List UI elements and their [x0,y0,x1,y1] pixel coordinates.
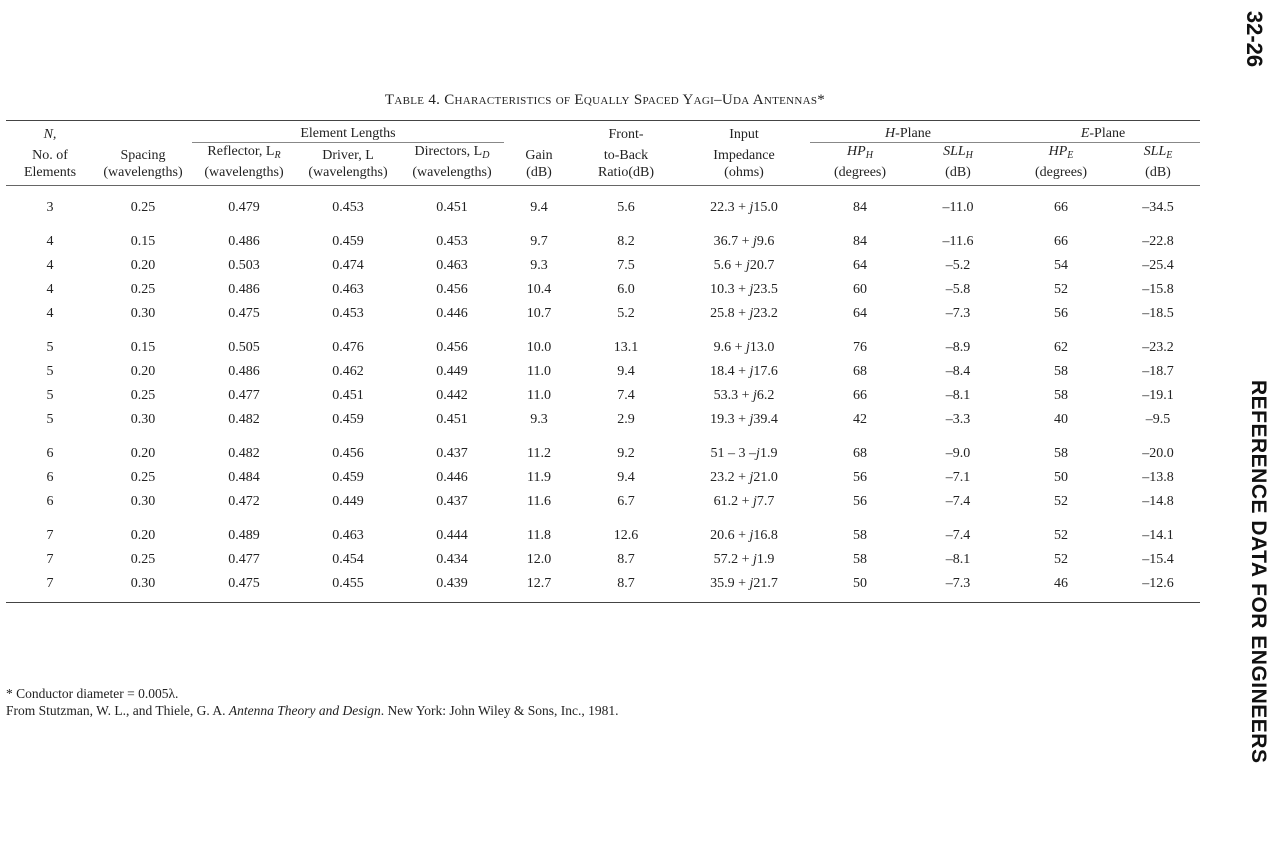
cell-n: 6 [46,494,54,509]
cell-hp-h: 56 [853,494,867,509]
cell-impedance: 35.9 + j21.7 [678,572,810,603]
page-number: 32-26 [1242,10,1267,68]
header-imp-1: Input [678,121,810,143]
cell-gain: 9.3 [530,412,548,427]
cell-reflector: 0.482 [228,412,260,427]
header-hp-e: $HP_E$ [1048,144,1074,161]
table-caption: Characteristics of Equally Spaced Yagi–Uda Antennas* [444,92,826,108]
cell-impedance: 25.8 + j23.2 [710,306,778,321]
cell-sll-h: –5.2 [945,258,971,273]
table-row [6,514,1200,548]
cell-spacing: 0.30 [94,572,192,603]
header-element-lengths: Element Lengths [192,121,504,143]
cell-driver: 0.459 [332,412,364,427]
footnote-conductor: * Conductor diameter = 0.005λ. [6,686,179,701]
cell-impedance: 18.4 + j17.6 [710,364,778,379]
cell-sll-e: –18.5 [1142,306,1174,321]
header-n-sub2: Elements [6,164,94,186]
cell-ftb: 6.0 [617,282,635,297]
header-ftb-3: Ratio(dB) [574,164,678,186]
cell-gain: 11.8 [527,528,551,543]
cell-sll-e: –25.4 [1142,258,1174,273]
cell-n: 7 [6,572,94,603]
cell-sll-h: –8.1 [945,552,971,567]
cell-sll-e: –15.8 [1142,282,1174,297]
cell-driver: 0.474 [332,258,364,273]
cell-ftb: 5.6 [617,200,635,215]
cell-hp-e: 56 [1054,306,1068,321]
cell-spacing: 0.20 [130,528,156,543]
cell-directors: 0.453 [436,234,468,249]
cell-hp-h: 64 [853,306,867,321]
cell-impedance: 22.3 + j15.0 [710,200,778,215]
table-row [6,490,1200,514]
footnote-source: From Stutzman, W. L., and Thiele, G. A. Antenna Theory and Design. New York: John Wiley & Sons, Inc., 1981. [6,703,619,718]
cell-hp-e: 52 [1054,552,1068,567]
cell-hp-h: 76 [853,340,867,355]
header-directors: Directors, $L_D$ [414,144,490,161]
cell-ftb: 9.4 [617,470,635,485]
cell-sll-h: –5.8 [945,282,971,297]
cell-driver: 0.462 [332,364,364,379]
cell-hp-e: 58 [1054,388,1068,403]
cell-sll-h: –7.3 [945,306,971,321]
cell-sll-h: –11.6 [942,234,974,249]
cell-hp-e: 40 [1054,412,1068,427]
cell-hp-h: 68 [853,446,867,461]
cell-directors: 0.439 [400,572,504,603]
cell-spacing: 0.15 [130,234,156,249]
table-number: Table 4. [384,92,445,108]
header-h-plane: H-Plane [810,121,1006,143]
cell-impedance: 5.6 + j20.7 [713,258,775,273]
cell-hp-e: 58 [1054,364,1068,379]
cell-sll-h: –9.0 [945,446,971,461]
cell-directors: 0.446 [436,470,468,485]
header-directors-unit: (wavelengths) [400,164,504,186]
cell-spacing: 0.25 [130,388,156,403]
cell-ftb: 12.6 [613,528,639,543]
cell-hp-e: 66 [1054,200,1068,215]
cell-impedance: 23.2 + j21.0 [710,470,778,485]
table-row [6,360,1200,384]
cell-sll-h: –8.4 [945,364,971,379]
cell-driver: 0.463 [332,282,364,297]
cell-gain: 11.6 [527,494,551,509]
table-row [6,186,1200,221]
cell-reflector: 0.505 [228,340,260,355]
cell-n: 7 [46,528,54,543]
cell-spacing: 0.25 [130,470,156,485]
cell-n: 6 [46,470,54,485]
cell-driver: 0.476 [332,340,364,355]
cell-directors: 0.442 [436,388,468,403]
cell-hp-e: 52 [1054,282,1068,297]
header-reflector-unit: (wavelengths) [192,164,296,186]
cell-sll-h: –11.0 [942,200,974,215]
header-sll-e: $SLL_E$ [1143,144,1173,161]
cell-gain: 10.7 [526,306,552,321]
cell-gain: 11.0 [527,364,551,379]
cell-n: 4 [46,234,54,249]
header-imp-2: Impedance [713,148,775,163]
cell-gain: 10.0 [526,340,552,355]
cell-directors: 0.451 [436,412,468,427]
cell-gain: 11.9 [527,470,551,485]
cell-sll-e: –12.6 [1116,572,1200,603]
cell-reflector: 0.484 [228,470,260,485]
table-row [6,326,1200,360]
header-row-2 [6,143,1200,165]
cell-sll-e: –9.5 [1145,412,1171,427]
cell-hp-e: 50 [1054,470,1068,485]
cell-reflector: 0.477 [228,388,260,403]
cell-sll-e: –18.7 [1142,364,1174,379]
cell-hp-e: 52 [1054,494,1068,509]
cell-reflector: 0.475 [228,306,260,321]
cell-hp-h: 66 [853,388,867,403]
cell-hp-h: 64 [853,258,867,273]
cell-reflector: 0.475 [192,572,296,603]
cell-n: 5 [46,340,54,355]
cell-impedance: 10.3 + j23.5 [710,282,778,297]
cell-n: 7 [46,552,54,567]
cell-sll-h: –8.9 [945,340,971,355]
header-hp-h: $HP_H$ [847,144,873,161]
cell-spacing: 0.25 [130,282,156,297]
cell-reflector: 0.486 [228,282,260,297]
cell-sll-e: –13.8 [1142,470,1174,485]
cell-sll-h: –8.1 [945,388,971,403]
cell-ftb: 7.4 [617,388,635,403]
cell-directors: 0.456 [436,340,468,355]
cell-ftb: 5.2 [617,306,635,321]
cell-hp-e: 58 [1054,446,1068,461]
cell-driver: 0.454 [332,552,364,567]
cell-gain: 9.3 [530,258,548,273]
cell-reflector: 0.486 [228,234,260,249]
cell-impedance: 36.7 + j9.6 [713,234,775,249]
cell-reflector: 0.482 [228,446,260,461]
cell-hp-e: 52 [1054,528,1068,543]
cell-sll-e: –14.1 [1142,528,1174,543]
table-row [6,302,1200,326]
cell-directors: 0.451 [436,200,468,215]
table-body [6,186,1200,603]
cell-n: 6 [46,446,54,461]
cell-driver: 0.451 [332,388,364,403]
cell-directors: 0.437 [436,494,468,509]
header-imp-3: (ohms) [678,164,810,186]
cell-hp-h: 84 [853,234,867,249]
cell-n: 4 [46,258,54,273]
cell-sll-e: –15.4 [1142,552,1174,567]
cell-directors: 0.437 [436,446,468,461]
cell-driver: 0.453 [332,306,364,321]
cell-driver: 0.456 [332,446,364,461]
cell-reflector: 0.503 [228,258,260,273]
cell-gain: 12.7 [504,572,574,603]
cell-gain: 12.0 [526,552,552,567]
cell-directors: 0.444 [436,528,468,543]
cell-reflector: 0.479 [228,200,260,215]
cell-hp-h: 68 [853,364,867,379]
cell-spacing: 0.15 [130,340,156,355]
cell-ftb: 7.5 [617,258,635,273]
cell-spacing: 0.30 [130,412,156,427]
cell-hp-e: 46 [1006,572,1116,603]
cell-directors: 0.463 [436,258,468,273]
cell-ftb: 8.7 [574,572,678,603]
cell-reflector: 0.472 [228,494,260,509]
cell-hp-e: 62 [1054,340,1068,355]
header-spacing-unit: (wavelengths) [94,164,192,186]
cell-impedance: 19.3 + j39.4 [710,412,778,427]
cell-hp-h: 58 [853,552,867,567]
header-sll-e-unit: (dB) [1116,164,1200,186]
cell-sll-e: –22.8 [1142,234,1174,249]
cell-n: 5 [46,364,54,379]
table-row [6,548,1200,572]
cell-hp-h: 84 [853,200,867,215]
cell-impedance: 20.6 + j16.8 [710,528,778,543]
cell-n: 4 [46,306,54,321]
table-row [6,278,1200,302]
header-hp-e-unit: (degrees) [1006,164,1116,186]
cell-hp-e: 54 [1054,258,1068,273]
cell-driver: 0.459 [332,234,364,249]
table-row [6,220,1200,254]
cell-ftb: 6.7 [617,494,635,509]
cell-directors: 0.434 [436,552,468,567]
cell-n: 4 [46,282,54,297]
header-driver: Driver, L [322,148,374,163]
cell-n: 5 [46,388,54,403]
header-n: N, [6,121,94,143]
cell-ftb: 8.7 [617,552,635,567]
table-row [6,408,1200,432]
cell-spacing: 0.25 [130,552,156,567]
cell-impedance: 51 – 3 –j1.9 [710,446,778,461]
cell-directors: 0.456 [436,282,468,297]
cell-sll-h: –3.3 [945,412,971,427]
cell-ftb: 13.1 [613,340,639,355]
cell-ftb: 9.4 [617,364,635,379]
header-driver-unit: (wavelengths) [296,164,400,186]
header-sll-h-unit: (dB) [910,164,1006,186]
cell-sll-e: –14.8 [1142,494,1174,509]
cell-ftb: 2.9 [617,412,635,427]
cell-directors: 0.446 [436,306,468,321]
header-row-1 [6,121,1200,143]
cell-driver: 0.449 [332,494,364,509]
header-hp-h-unit: (degrees) [810,164,910,186]
cell-spacing: 0.20 [130,446,156,461]
cell-ftb: 9.2 [617,446,635,461]
cell-gain: 11.2 [527,446,551,461]
cell-spacing: 0.30 [130,306,156,321]
cell-driver: 0.455 [296,572,400,603]
cell-directors: 0.449 [436,364,468,379]
header-ftb-2: to-Back [603,148,649,163]
table-row [6,466,1200,490]
cell-gain: 11.0 [527,388,551,403]
header-row-3 [6,164,1200,186]
cell-reflector: 0.489 [228,528,260,543]
cell-sll-h: –7.3 [910,572,1006,603]
cell-impedance: 53.3 + j6.2 [713,388,775,403]
cell-sll-h: –7.4 [945,494,971,509]
cell-hp-h: 42 [853,412,867,427]
header-ftb-1: Front- [574,121,678,143]
cell-driver: 0.459 [332,470,364,485]
cell-sll-e: –23.2 [1142,340,1174,355]
header-gain-unit: (dB) [504,164,574,186]
cell-sll-h: –7.1 [945,470,971,485]
running-head: REFERENCE DATA FOR ENGINEERS [1247,380,1270,764]
cell-sll-e: –20.0 [1142,446,1174,461]
cell-sll-h: –7.4 [945,528,971,543]
table-title [0,92,1210,109]
header-n-sub1: No. of [32,148,68,163]
cell-gain: 9.4 [530,200,548,215]
header-reflector: Reflector, $L_R$ [207,144,281,161]
header-gain: Gain [525,148,553,163]
table-row [6,254,1200,278]
cell-driver: 0.453 [332,200,364,215]
header-spacing: Spacing [120,148,166,163]
yagi-uda-table [6,120,1200,603]
cell-impedance: 9.6 + j13.0 [713,340,775,355]
cell-hp-h: 50 [810,572,910,603]
cell-spacing: 0.20 [130,364,156,379]
cell-impedance: 57.2 + j1.9 [713,552,775,567]
cell-driver: 0.463 [332,528,364,543]
cell-reflector: 0.486 [228,364,260,379]
cell-hp-h: 60 [853,282,867,297]
cell-hp-h: 56 [853,470,867,485]
cell-sll-e: –19.1 [1142,388,1174,403]
cell-n: 3 [46,200,54,215]
cell-gain: 9.7 [530,234,548,249]
cell-spacing: 0.30 [130,494,156,509]
header-e-plane: E-Plane [1006,121,1200,143]
cell-impedance: 61.2 + j7.7 [713,494,775,509]
cell-spacing: 0.25 [130,200,156,215]
cell-reflector: 0.477 [228,552,260,567]
header-sll-h: $SLL_H$ [943,144,973,161]
cell-hp-e: 66 [1054,234,1068,249]
cell-hp-h: 58 [853,528,867,543]
cell-n: 5 [46,412,54,427]
table-row [6,572,1200,603]
cell-spacing: 0.20 [130,258,156,273]
table-row [6,432,1200,466]
footnotes [6,685,1196,719]
cell-ftb: 8.2 [617,234,635,249]
table-row [6,384,1200,408]
cell-sll-e: –34.5 [1142,200,1174,215]
cell-gain: 10.4 [526,282,552,297]
